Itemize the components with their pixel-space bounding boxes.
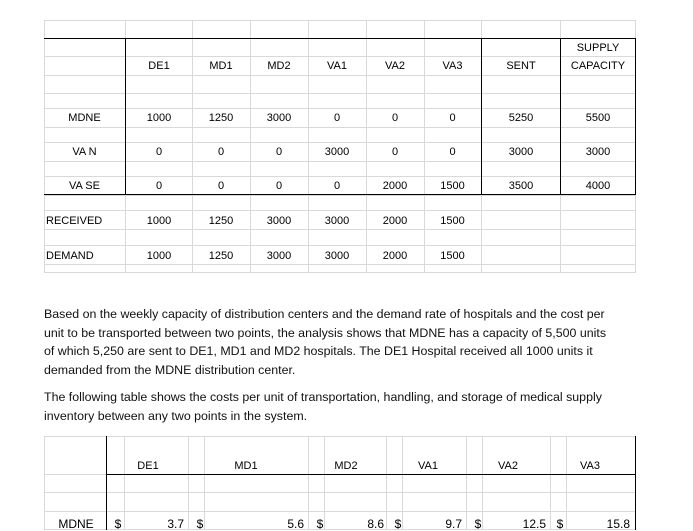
table-cell: 1250 <box>208 215 234 227</box>
table-cell: 3000 <box>266 250 292 262</box>
table-cell: 0 <box>275 180 283 192</box>
cost-cell: 8.6 <box>367 517 384 531</box>
capacity-cell: 5500 <box>585 112 611 124</box>
paragraph-line: Based on the weekly capacity of distribution centers and the demand rate of hospitals and the cost per <box>44 307 605 321</box>
table-cell: 3000 <box>324 146 350 158</box>
cost-cell: 3.7 <box>167 517 184 531</box>
currency-symbol: $ <box>316 517 324 531</box>
table-cell: 0 <box>449 112 456 124</box>
row-label-received: RECEIVED <box>46 215 103 227</box>
table-cell: 2000 <box>382 250 408 262</box>
row-label-mdne: MDNE <box>68 112 101 124</box>
table-cell: 2000 <box>382 180 408 192</box>
capacity-cell: 3000 <box>585 146 611 158</box>
cost-header-md2: MD2 <box>334 460 358 472</box>
row-label-va-se: VA SE <box>69 180 100 192</box>
table-cell: 0 <box>391 146 399 158</box>
currency-symbol: $ <box>196 517 204 531</box>
currency-symbol: $ <box>556 517 564 531</box>
cost-cell: 9.7 <box>445 517 462 531</box>
cost-header-va1: VA1 <box>418 460 438 472</box>
table-cell: 0 <box>333 180 341 192</box>
paragraph-line: inventory between any two points in the system. <box>44 408 308 423</box>
table-cell: 2000 <box>382 215 408 227</box>
sent-cell: 5250 <box>508 112 534 124</box>
cost-header-de1: DE1 <box>137 460 159 472</box>
table-cell: 1000 <box>146 215 172 227</box>
col-header-va1: VA1 <box>327 60 347 72</box>
paragraph-line: of which 5,250 are sent to DE1, MD1 and MD2 hospitals. The DE1 Hospital received all 1000 units it <box>44 344 593 359</box>
table-cell: 1500 <box>440 180 465 192</box>
cost-cell: 12.5 <box>522 517 546 531</box>
col-header-md1: MD1 <box>209 60 233 72</box>
table-cell: 1500 <box>440 250 465 262</box>
capacity-cell: 4000 <box>585 180 611 192</box>
table-cell: 3000 <box>266 112 292 124</box>
table-cell: 3000 <box>324 215 350 227</box>
table-cell: 1000 <box>146 250 172 262</box>
col-header-va2: VA2 <box>385 60 405 72</box>
table-cell: 0 <box>217 146 225 158</box>
cost-header-va2: VA2 <box>498 460 518 472</box>
table-cell: 0 <box>217 180 225 192</box>
col-header-de1: DE1 <box>148 60 170 72</box>
row-label-va-n: VA N <box>72 146 97 158</box>
table-cell: 0 <box>275 146 283 158</box>
table-cell: 0 <box>155 180 163 192</box>
sent-cell: 3000 <box>508 146 534 158</box>
table-cell: 0 <box>449 146 456 158</box>
col-header-va3: VA3 <box>442 60 463 72</box>
cost-header-va3: VA3 <box>580 460 600 472</box>
cost-table <box>44 436 636 530</box>
sent-cell: 3500 <box>508 180 534 192</box>
table-cell: 0 <box>333 112 341 124</box>
col-header-sent: SENT <box>506 60 536 72</box>
col-header-md2: MD2 <box>267 60 291 72</box>
table-cell: 1250 <box>208 112 234 124</box>
paragraph-line: demanded from the MDNE distribution center. <box>44 362 296 377</box>
row-label-demand: DEMAND <box>46 250 94 262</box>
table-cell: 1500 <box>440 215 465 227</box>
col-header-supply: SUPPLY <box>576 42 620 54</box>
cost-intro-paragraph <box>44 388 644 425</box>
allocation-table <box>44 20 636 273</box>
paragraph-line: The following table shows the costs per unit of transportation, handling, and storage of medical supply <box>44 390 602 404</box>
analysis-paragraph <box>44 305 644 379</box>
table-cell: 1000 <box>146 112 172 124</box>
table-cell: 1250 <box>208 250 234 262</box>
paragraph-line: unit to be transported between two points, the analysis shows that MDNE has a capacity of 5,500 units <box>44 325 607 340</box>
currency-symbol: $ <box>474 517 482 531</box>
col-header-capacity: CAPACITY <box>570 60 626 72</box>
cost-row-label-mdne: MDNE <box>58 517 94 531</box>
cost-cell: 15.8 <box>606 517 630 531</box>
cost-header-md1: MD1 <box>234 460 258 472</box>
currency-symbol: $ <box>114 517 122 531</box>
table-cell: 3000 <box>324 250 350 262</box>
table-cell: 0 <box>391 112 399 124</box>
currency-symbol: $ <box>394 517 402 531</box>
table-cell: 3000 <box>266 215 292 227</box>
table-cell: 0 <box>155 146 163 158</box>
cost-cell: 5.6 <box>287 517 304 531</box>
